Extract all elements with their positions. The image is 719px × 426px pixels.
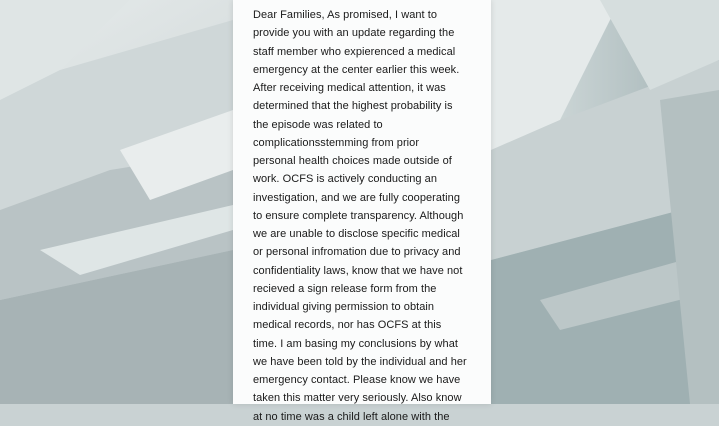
letter-line: investigation, and we are fully cooperating [253, 191, 460, 204]
letter-line: personal health choices made outside of [253, 155, 452, 167]
letter-body [253, 6, 481, 426]
letter-line: complicationsstemming from prior [253, 136, 420, 149]
letter-line: medical records, nor has OCFS at this [253, 319, 442, 332]
letter-line: we have been told by the individual and her [253, 355, 467, 368]
letter-line: taken this matter very seriously. Also know [253, 392, 462, 405]
letter-line: Dear Families, As promised, I want to [253, 9, 438, 21]
letter-line: to ensure complete transparency. Although [253, 209, 464, 222]
letter-line: confidentiality laws, know that we have not [253, 264, 463, 277]
letter-line: recieved a sign release form from the [253, 282, 437, 295]
letter-line: individual giving permission to obtain [253, 301, 435, 313]
letter-line: we are unable to disclose specific medical [253, 228, 460, 240]
letter-line: staff member who expierenced a medical [253, 45, 456, 58]
letter-line: work. OCFS is actively conducting an [253, 173, 437, 186]
letter-line: emergency contact. Please know we have [253, 374, 461, 386]
letter-panel [233, 0, 491, 423]
letter-line: the episode was related to [253, 118, 383, 131]
letter-line: After receiving medical attention, it was [253, 82, 446, 94]
letter-line: time. I am basing my conclusions by what [253, 337, 458, 350]
letter-line: at no time was a child left alone with the [253, 410, 450, 423]
letter-line: provide you with an update regarding the [253, 27, 455, 40]
letter-line: or personal infromation due to privacy and [253, 246, 461, 259]
letter-line: determined that the highest probability is [253, 100, 453, 113]
letter-line: emergency at the center earlier this week. [253, 63, 460, 76]
